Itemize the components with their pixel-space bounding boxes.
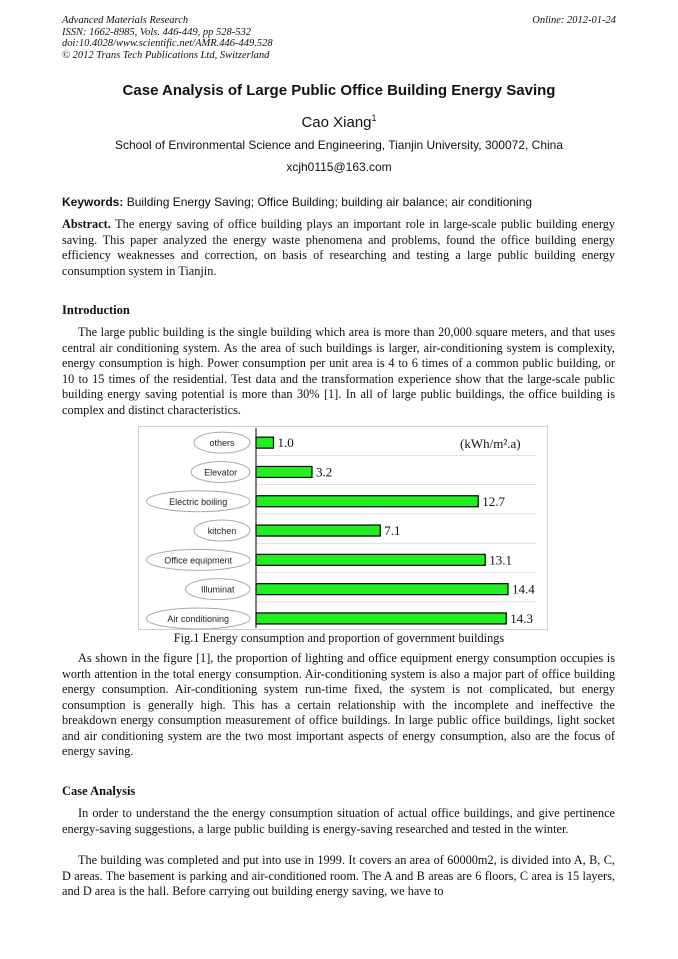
bar <box>256 613 506 624</box>
author <box>0 113 678 131</box>
introduction-paragraph-2: As shown in the figure [1], the proportion of lighting and office equipment energy consumption occupies is worth attention in the total energy consumption. Air-conditioning system is also a major part of office building energy consumption. Air-conditioning system run-time fixed, the system is not complicated, but energy consumption is generally high. This has a certain relationship with the incomplete and ineffective the breakdown energy consumption measurement of office buildings. In large public office buildings, light socket and air conditioning system are the two most important aspects of energy consumption, also are the focus of energy saving. <box>62 651 615 758</box>
value-label: 3.2 <box>316 464 333 480</box>
energy-consumption-chart <box>138 426 548 630</box>
category-label: Illuminat <box>201 584 235 595</box>
value-label: 7.1 <box>384 523 401 539</box>
introduction-paragraph-1: The large public building is the single building which area is more than 20,000 square meters, and that uses central air conditioning system. As the area of such buildings is larger, air-conditioning system is complexity, energy consumption is high. Power consumption per unit area is 4 to 6 times of a common public building, or 10 to 15 times of the residential. Test data and the transformation experience show that the large-scale public building energy saving potential is more than 30% [1]. In all of large public buildings, the office building is complex and distinct characteristics. <box>62 325 615 417</box>
case-analysis-paragraph-1: In order to understand the the energy consumption situation of actual office buildings, and give pertinence energy-saving suggestions, a large public building is energy-saving researched and tested in the winter. <box>62 806 615 836</box>
author-affiliation-mark: 1 <box>371 113 377 123</box>
page-header <box>62 15 616 61</box>
category-label: others <box>209 438 235 449</box>
value-label: 13.1 <box>489 552 512 568</box>
abstract-text: The energy saving of office building plays an important role in large-scale public building energy saving. This paper analyzed the energy waste phenomena and problems, found the office building energy efficiency weaknesses and correction, on basis of researching and testing a large public building energy consumption system in Tianjin. <box>62 217 615 278</box>
bar <box>256 466 312 477</box>
online-date: Online: 2012-01-24 <box>532 15 616 26</box>
journal-name: Advanced Materials Research <box>62 15 189 26</box>
abstract-label: Abstract. <box>62 217 111 231</box>
bar <box>256 584 508 595</box>
bar <box>256 496 478 507</box>
category-label: Elevator <box>204 467 238 478</box>
copyright-line: © 2012 Trans Tech Publications Ltd, Switzerland <box>62 49 270 61</box>
case-analysis-heading: Case Analysis <box>62 784 136 798</box>
category-label: kitchen <box>207 526 237 537</box>
keywords <box>62 195 616 209</box>
case-analysis-paragraph-2: The building was completed and put into use in 1999. It covers an area of 60000m2, is divided into A, B, C, D areas. The basement is parking and air-conditioned room. The A and B areas are 6 floors, C area is 15 layers, and D area is the hall. Before carrying out building energy saving, we have to <box>62 853 615 898</box>
value-label: 14.4 <box>512 581 535 597</box>
category-label: Electric boiling <box>169 496 228 507</box>
value-label: 14.3 <box>510 610 533 626</box>
doi-line: doi:10.4028/www.scientific.net/AMR.446-449.528 <box>62 38 273 49</box>
category-label: Air conditioning <box>167 613 229 624</box>
keywords-text: Building Energy Saving; Office Building; building air balance; air conditioning <box>123 195 533 209</box>
author-email[interactable]: xcjh0115@163.com <box>286 160 392 174</box>
category-label: Office equipment <box>164 555 233 566</box>
issn-line: ISSN: 1662-8985, Vols. 446-449, pp 528-532 <box>62 26 251 38</box>
abstract <box>62 217 615 279</box>
bar <box>256 554 485 565</box>
affiliation: School of Environmental Science and Engineering, Tianjin University, 300072, China <box>114 138 564 152</box>
paper-title: Case Analysis of Large Public Office Building Energy Saving <box>122 82 556 99</box>
value-label: 12.7 <box>482 493 505 509</box>
value-label: 1.0 <box>277 435 294 451</box>
bar <box>256 525 380 536</box>
unit-label: (kWh/m².a) <box>460 436 521 451</box>
bar <box>256 437 274 448</box>
introduction-heading: Introduction <box>62 303 130 317</box>
figure-caption: Fig.1 Energy consumption and proportion of government buildings <box>173 631 505 645</box>
keywords-label: Keywords: <box>62 195 124 209</box>
author-name: Cao Xiang <box>301 114 372 131</box>
